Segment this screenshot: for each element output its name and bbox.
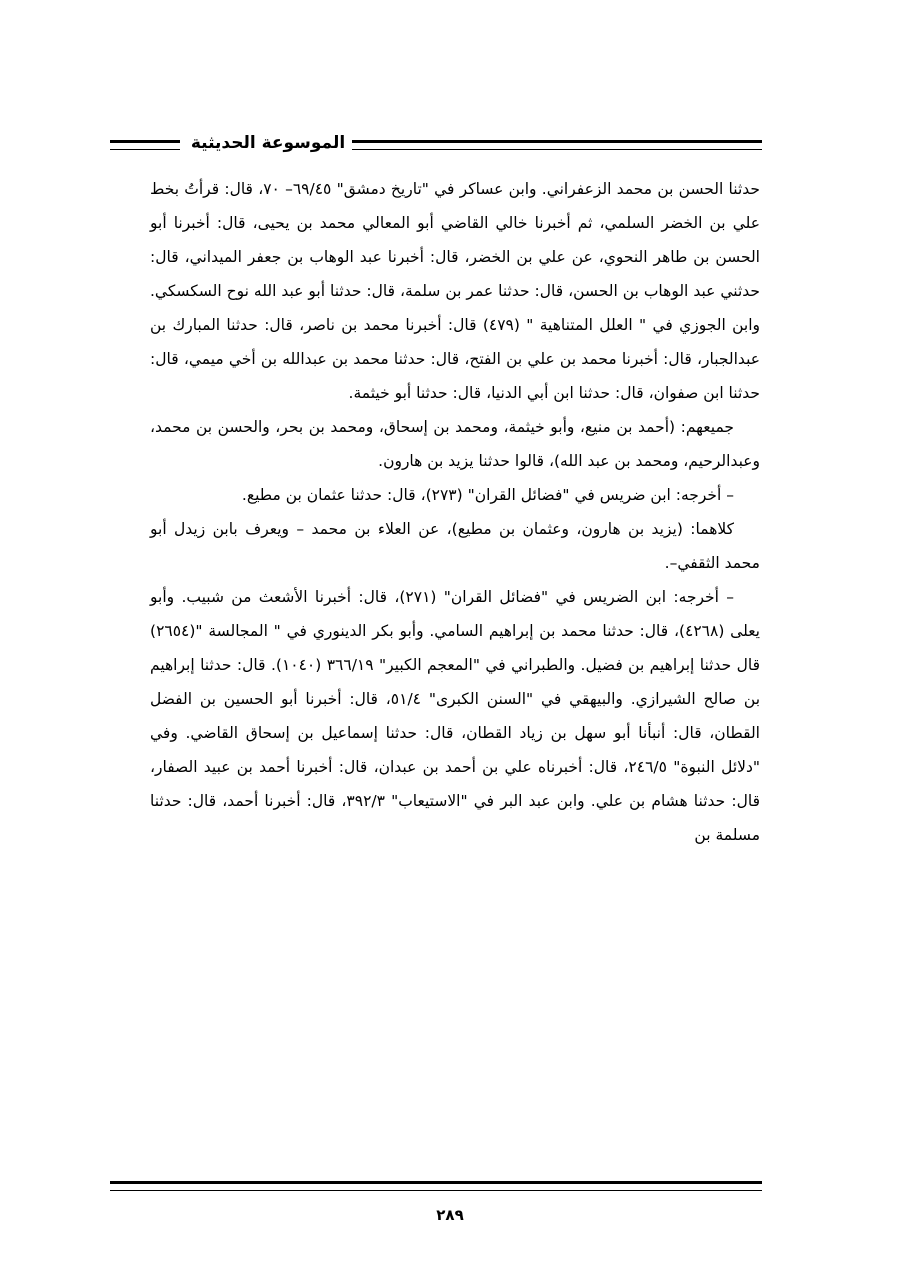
page-number: ٢٨٩ bbox=[436, 1206, 464, 1224]
body-text bbox=[150, 172, 760, 852]
paragraph: – أخرجه: ابن ضريس في "فضائل القران" (٢٧٣)، قال: حدثنا عثمان بن مطيع. bbox=[241, 486, 734, 504]
header-rule-left bbox=[110, 140, 180, 150]
paragraph: – أخرجه: ابن الضريس في "فضائل القران" (٢٧١)، قال: أخبرنا الأشعث من شبيب. وأبو يعلى (٤٢٦٨)، قال: حدثنا محمد بن إبراهيم السامي. وأبو بكر الدينوري في " المجالسة "(٢٦٥٤) قال حدثنا إبراهيم بن فضيل. والطبراني في "المعجم الكبير" ٣٦٦/١٩ (١٠٤٠). قال: حدثنا إبراهيم بن صالح الشيرازي. والبيهقي في "السنن الكبرى" ٥١/٤، قال: أخبرنا أبو الحسين بن الفضل القطان، قال: أنبأنا أبو سهل بن زياد القطان، قال: حدثنا إسماعيل بن إسحاق القاضي. وفي "دلائل النبوة" ٢٤٦/٥، قال: أخبرناه علي بن أحمد بن عبدان، قال: أخبرنا أحمد بن عبيد الصفار، قال: حدثنا هشام بن علي. وابن عبد البر في "الاستيعاب" ٣٩٢/٣، قال: أخبرنا أحمد، قال: حدثنا مسلمة بن bbox=[150, 588, 761, 844]
paragraph: جميعهم: (أحمد بن منيع، وأبو خيثمة، ومحمد بن إسحاق، ومحمد بن بحر، والحسن بن محمد، وعبدالرحيم، ومحمد بن عبد الله)، قالوا حدثنا يزيد بن هارون. bbox=[150, 418, 760, 470]
running-header bbox=[110, 128, 762, 160]
paragraph: كلاهما: (يزيد بن هارون، وعثمان بن مطيع)، عن العلاء بن محمد – ويعرف بابن زيدل أبو محمد الثقفي–. bbox=[150, 520, 760, 572]
paragraph: حدثنا الحسن بن محمد الزعفراني. وابن عساكر في "تاريخ دمشق" ٦٩/٤٥– ٧٠، قال: قرأتُ بخط علي بن الخضر السلمي، ثم أخبرنا خالي القاضي أبو المعالي محمد بن يحيى، قال: أخبرنا أبو الحسن بن طاهر النحوي، عن علي بن الخضر، قال: أخبرنا عبد الوهاب بن جعفر الميداني، قال: حدثني عبد الوهاب بن الحسن، قال: حدثنا عمر بن سلمة، قال: حدثنا أبو عبد الله نوح السكسكي. وابن الجوزي في " العلل المتناهية " (٤٧٩) قال: أخبرنا محمد بن ناصر، قال: حدثنا المبارك بن عبدالجبار، قال: أخبرنا محمد بن علي بن الفتح، قال: حدثنا محمد بن عبدالله بن أخي ميمي، قال: حدثنا ابن صفوان، قال: حدثنا ابن أبي الدنيا، قال: حدثنا أبو خيثمة. bbox=[150, 180, 760, 402]
header-rule-right bbox=[352, 140, 762, 150]
footer-rule bbox=[110, 1181, 762, 1191]
header-title: الموسوعة الحديثية bbox=[190, 133, 346, 153]
